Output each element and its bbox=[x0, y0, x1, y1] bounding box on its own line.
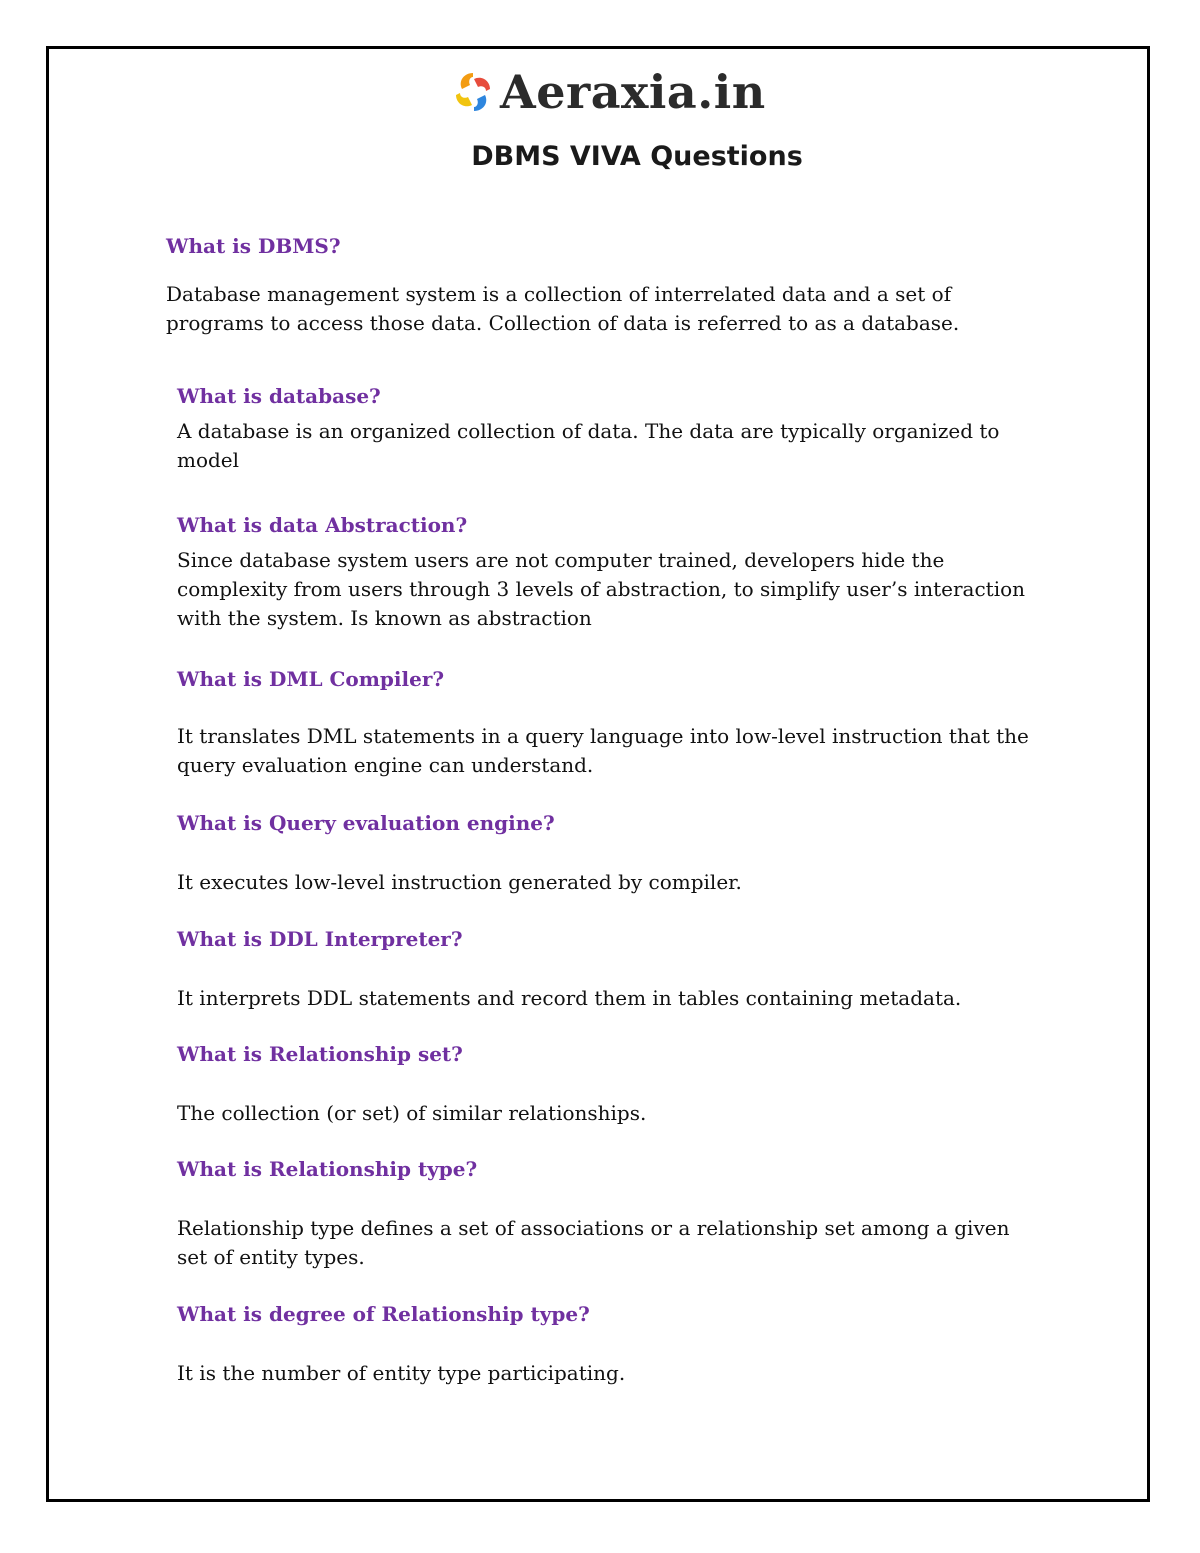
page-title: DBMS VIVA Questions bbox=[471, 141, 803, 172]
question-9: What is degree of Relationship type? bbox=[177, 1302, 590, 1326]
question-6: What is DDL Interpreter? bbox=[177, 927, 463, 951]
answer-7: The collection (or set) of similar relationships. bbox=[177, 1101, 647, 1125]
answer-3: Since database system users are not computer trained, developers hide the complexity from users through 3 levels of abstraction, to simplify user’s interaction with the system. Is known as abstraction bbox=[177, 548, 1026, 630]
question-7: What is Relationship set? bbox=[177, 1042, 463, 1066]
logo bbox=[450, 62, 766, 122]
question-4: What is DML Compiler? bbox=[177, 667, 445, 691]
answer-2: A database is an organized collection of data. The data are typically organized to model bbox=[177, 419, 1000, 472]
answer-6: It interprets DDL statements and record them in tables containing metadata. bbox=[177, 986, 962, 1010]
logo-text: Aeraxia.in bbox=[500, 65, 766, 119]
answer-5: It executes low-level instruction generated by compiler. bbox=[177, 870, 742, 894]
logo-swirl-icon bbox=[450, 69, 496, 115]
question-5: What is Query evaluation engine? bbox=[177, 811, 555, 835]
answer-1: Database management system is a collection of interrelated data and a set of programs to access those data. Collection of data is referred to as a database. bbox=[166, 282, 960, 335]
question-8: What is Relationship type? bbox=[177, 1157, 478, 1181]
answer-9: It is the number of entity type participating. bbox=[177, 1361, 626, 1385]
answer-8: Relationship type defines a set of associations or a relationship set among a given set of entity types. bbox=[177, 1216, 1010, 1269]
question-1: What is DBMS? bbox=[166, 234, 341, 258]
question-2: What is database? bbox=[177, 384, 381, 408]
question-3: What is data Abstraction? bbox=[177, 513, 468, 537]
answer-4: It translates DML statements in a query language into low-level instruction that the query evaluation engine can understand. bbox=[177, 724, 1029, 777]
